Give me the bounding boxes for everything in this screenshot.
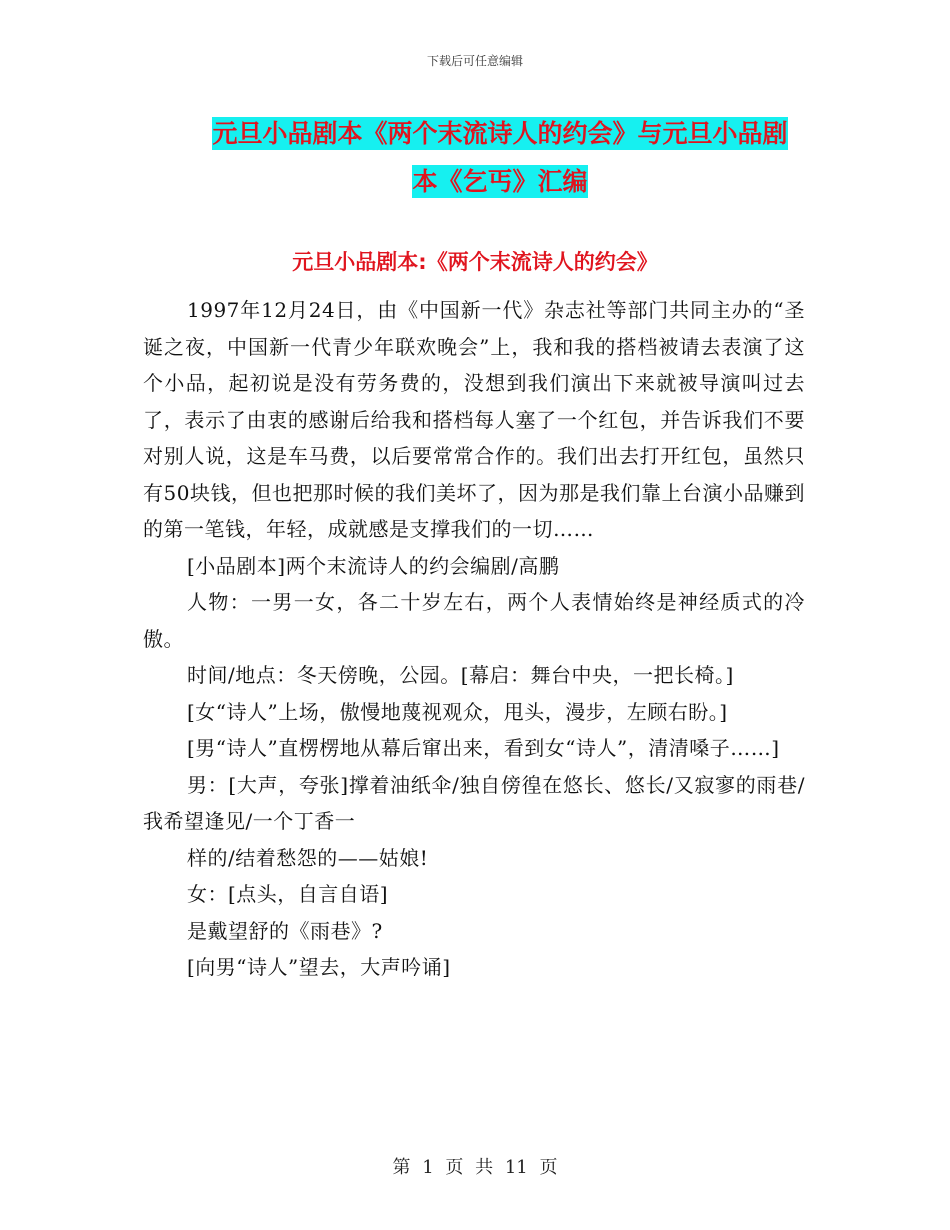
paragraph-female-direction-2: [向男“诗人”望去，大声吟诵] [187,955,451,979]
document-body [143,292,805,986]
paragraph-female-line: 是戴望舒的《雨巷》? [187,918,383,943]
section-title: 元旦小品剧本:《两个末流诗人的约会》 [292,250,658,274]
title-line-1 [150,110,850,158]
paragraph-stage-direction-female: [女“诗人”上场，傲慢地蔑视观众，甩头，漫步，左顾右盼。] [187,699,728,724]
paragraph-stage-direction-male: [男“诗人”直楞楞地从幕后窜出来，看到女“诗人”，清清嗓子……] [187,736,780,760]
paragraph-male-line: 男：[大声，夸张]撑着油纸伞/独自傍徨在悠长、悠长/又寂寥的雨巷/我希望逢见/一个丁香一 [143,772,805,833]
paragraph-setting: 时间/地点：冬天傍晚，公园。[幕启：舞台中央，一把长椅。] [187,663,734,687]
page-header-note: 下载后可任意编辑 [426,54,523,68]
title-line-2 [150,158,850,206]
paragraph-script-title: [小品剧本]两个末流诗人的约会编剧/高鹏 [187,553,560,578]
document-title [150,110,850,206]
page-number: 第 1 页 共 11 页 [392,1157,558,1178]
paragraph-male-line-cont: 样的/结着愁怨的——姑娘! [187,845,429,870]
paragraph-characters: 人物：一男一女，各二十岁左右，两个人表情始终是神经质式的冷傲。 [143,590,805,651]
paragraph-intro: 1997年12月24日，由《中国新一代》杂志社等部门共同主办的“圣诞之夜，中国新一代青少年联欢晚会”上，我和我的搭档被请去表演了这个小品，起初说是没有劳务费的，没想到我们演出下来就被导演叫过去了，表示了由衷的感谢后给我和搭档每人塞了一个红包，并告诉我们不要对别人说，这是车马费，以后要常常合作的。我们出去打开红包，虽然只有50块钱，但也把那时候的我们美坏了，因为那是我们靠上台演小品赚到的第一笔钱，年轻，成就感是支撑我们的一切…… [143,298,805,541]
title-line-1-text: 元旦小品剧本《两个末流诗人的约会》与元旦小品剧 [212,119,788,148]
title-line-2-text: 本《乞丐》汇编 [412,167,588,196]
paragraph-female-direction: 女：[点头，自言自语] [187,882,389,906]
